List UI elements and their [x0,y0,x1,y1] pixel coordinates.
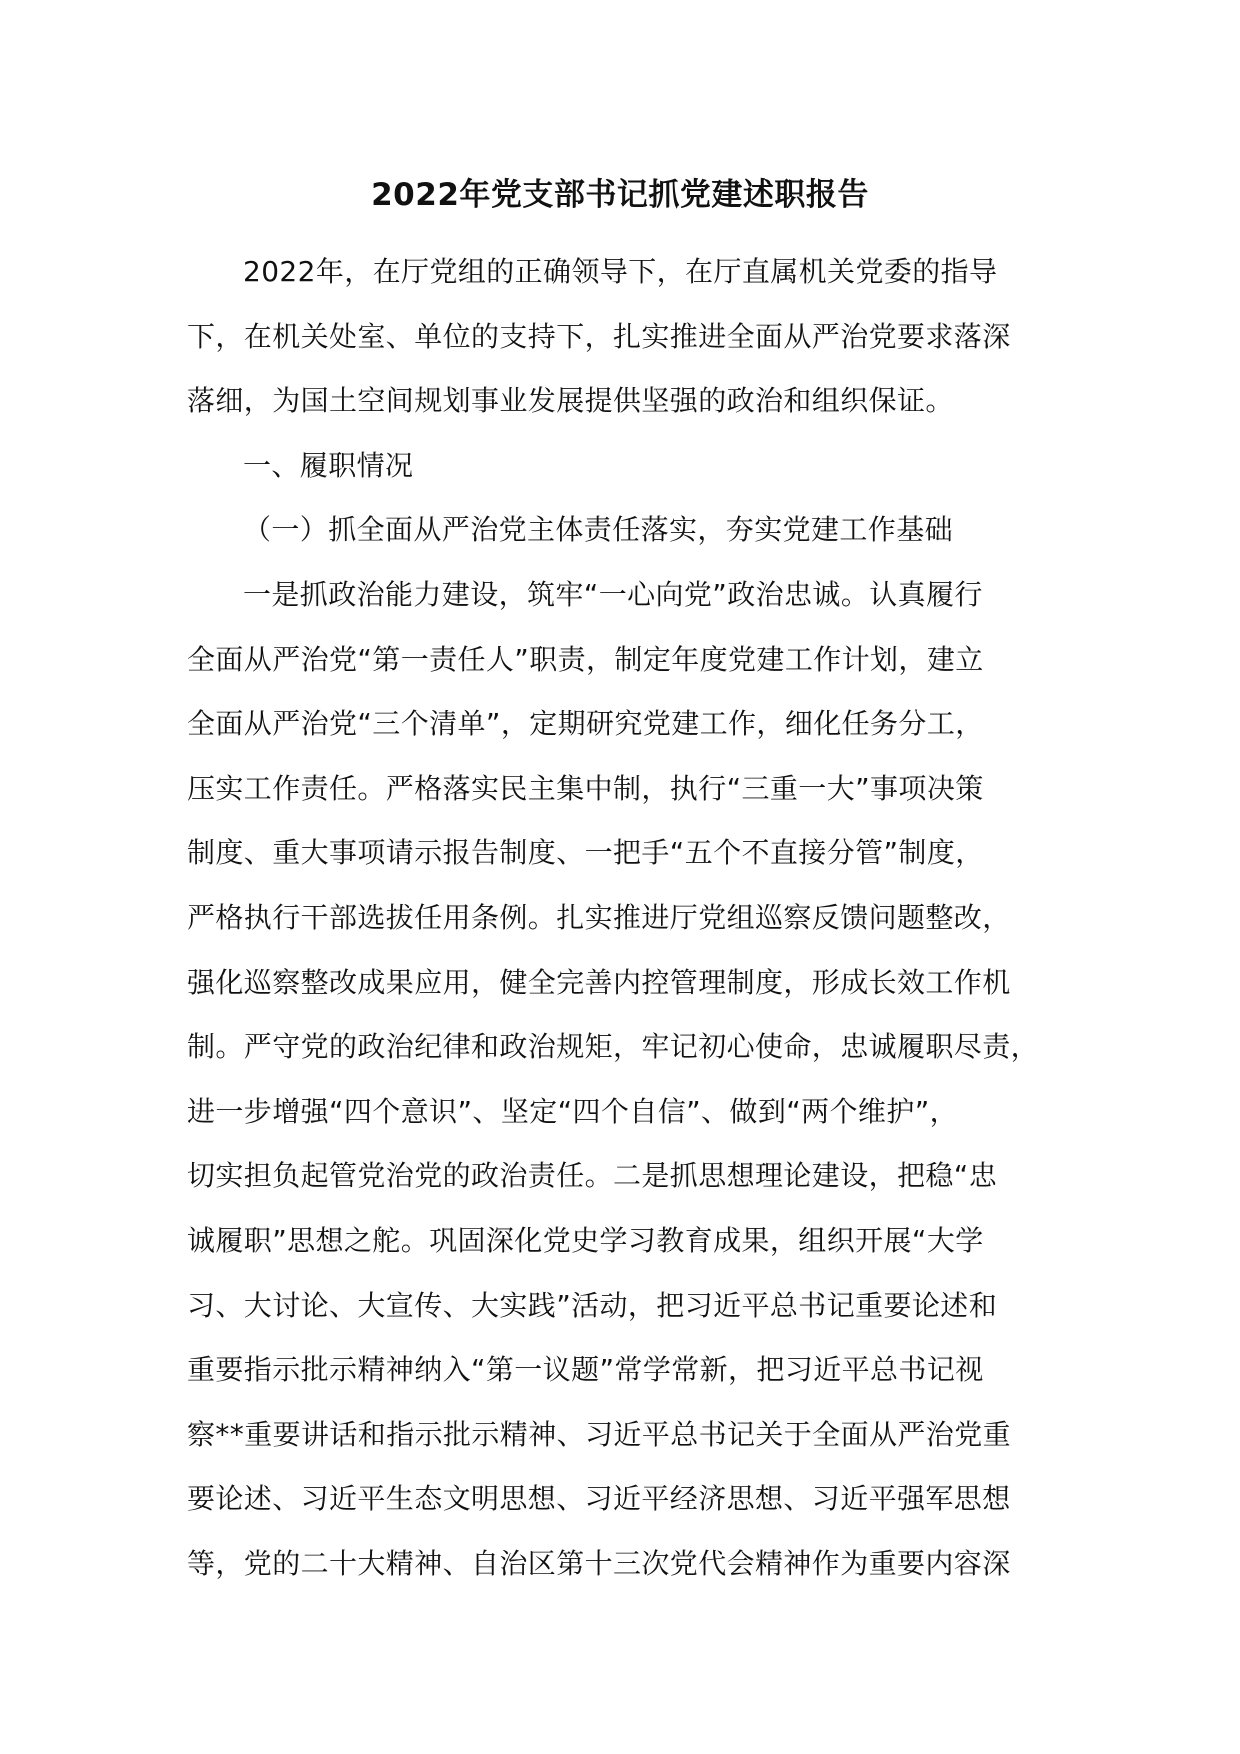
text-line: 压实工作责任。严格落实民主集中制，执行“三重一大”事项决策 [187,771,984,805]
document-body [187,240,1047,1596]
text-line: 全面从严治党“三个清单”，定期研究党建工作，细化任务分工， [187,707,984,741]
document-title: 2022年党支部书记抓党建述职报告 [371,177,869,213]
text-line: 要论述、习近平生态文明思想、习近平经济思想、习近平强军思想 [187,1482,1011,1516]
text-line: 重要指示批示精神纳入“第一议题”常学常新，把习近平总书记视 [187,1353,984,1387]
text-line: 察**重要讲话和指示批示精神、习近平总书记关于全面从严治党重 [187,1417,1012,1451]
text-line: 强化巡察整改成果应用，健全完善内控管理制度，形成长效工作机 [187,965,1011,999]
text-line: 下，在机关处室、单位的支持下，扎实推进全面从严治党要求落深 [187,319,1011,353]
text-line: 全面从严治党“第一责任人”职责，制定年度党建工作计划，建立 [187,642,984,676]
text-line: 严格执行干部选拔任用条例。扎实推进厅党组巡察反馈问题整改， [187,900,1011,934]
text-line: 习、大讨论、大宣传、大实践”活动，把习近平总书记重要论述和 [187,1288,998,1322]
text-line: 落细，为国土空间规划事业发展提供坚强的政治和组织保证。 [187,384,954,418]
text-line: （一）抓全面从严治党主体责任落实，夯实党建工作基础 [243,513,954,547]
text-line: 进一步增强“四个意识”、坚定“四个自信”、做到“两个维护”， [187,1094,959,1128]
text-line: 制。严守党的政治纪律和政治规矩，牢记初心使命，忠诚履职尽责， [187,1030,1040,1064]
text-line: 切实担负起管党治党的政治责任。二是抓思想理论建设，把稳“忠 [187,1159,998,1193]
text-line: 制度、重大事项请示报告制度、一把手“五个不直接分管”制度， [187,836,984,870]
text-line: 一是抓政治能力建设，筑牢“一心向党”政治忠诚。认真履行 [243,577,983,611]
text-line: 一、履职情况 [243,448,414,482]
text-line: 2022年，在厅党组的正确领导下，在厅直属机关党委的指导 [243,255,998,288]
text-line: 诚履职”思想之舵。巩固深化党史学习教育成果，组织开展“大学 [187,1223,984,1257]
text-line: 等，党的二十大精神、自治区第十三次党代会精神作为重要内容深 [187,1546,1011,1580]
